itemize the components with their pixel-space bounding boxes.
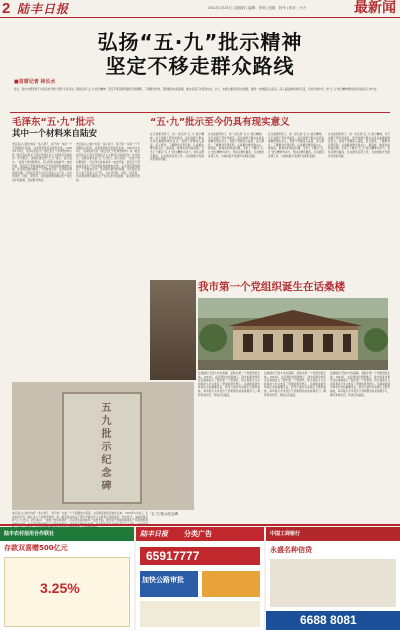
section1-body-tail: 市区南山公园方向有一条小巷子，巷子的一边是一个不起眼的小院落，这里曾是陆安县委所在地。1963年5月9日，毛泽东同志对《浙江省七个好典型材料》和《陆安县在机关干部中开展社会主义教育运动的报告》作出批示，这就是著名的“五·九”批示。批示指出：“这两个材料都很好，可以印发各地参考。”由此开始，陆安县干部参加集体生产劳动的经验	[12, 512, 148, 523]
bank2-name: 中国工商银行	[270, 531, 301, 537]
bank2-phone: 6688 8081	[300, 613, 357, 627]
bank1-rate: 3.25%	[40, 580, 80, 596]
section3-body-col1: 话桑楼位于陆丰市东海镇，是陆丰第一个党组织诞生地。1924年，在彭湃同志的影响下，陆丰的革命青年在话桑楼成立了陆丰第一个党组织，标志着陆丰人民的革命斗争从此有了坚强的领导核心。话桑楼是陆丰革命历史的重要见证，如今已被列为爱国主义教育基地，每年吸引众多党员干部和群众前来参观学习，缅怀革命先烈，传承红色基因。	[198, 372, 260, 397]
monument-inscription: 五九批示纪念碑	[99, 402, 110, 493]
page-header	[0, 0, 400, 18]
page-number: 2	[2, 0, 11, 17]
section1-body-col2: 市区南山公园方向有一条小巷子，巷子的一边是一个不起眼的小院落，这里曾是陆安县委所在地。1963年5月9日，毛泽东同志对《浙江省七个好典型材料》和《陆安县在机关干部中开展社会主义教育运动的报告》作出批示，这就是著名的“五·九”批示。批示指出：“这两个材料都很好，可以印发各地参考。”由此开始，陆安县干部参加集体生产劳动的经验被推向全国，在全国范围内掀起了干部参加劳动、密切联系群众的热潮。当年陆安县有大批干部深入生产队，与社员同吃、同住、同劳动，切实帮助群众解决生产和生活中的困难，深受群众欢迎。	[76, 143, 140, 182]
classified-phone: 65917777	[146, 549, 200, 563]
classified-ad	[136, 527, 264, 630]
ad-divider	[0, 524, 400, 526]
bank1-promo: 存款双喜赠500亿元	[4, 544, 68, 552]
lead-paragraph: 前日，陆丰市领导班子分赴各地开展“双帮”走访活动，围绕弘扬“五·九”批示精神、坚定不移走群众路线开展调研，了解群众诉求，帮助解决实际困难，推动各项工作落到实处。会上，市委主要负责同志强调，要进一步增强宗旨意识，深入基层倾听群众意见，切实改进作风，把“五·九”批示精神贯彻落实到各项工作中去。	[14, 88, 379, 91]
huasanglou-photo	[198, 298, 388, 370]
monument-caption: “五·九”批示纪念碑	[150, 512, 178, 516]
section2-body-col4: 在当前新形势下，进一步弘扬“五·九”批示精神，对于加强干部作风建设、密切党群干群关系具有重要的现实意义。各级干部要深入基层，深入群众，了解群众所思所盼，认真解决群众最关心、最直接、最现实的利益问题。全市上下要以“五·九”批示精神为动力，坚持走群众路线，扎实推进各项工作，为加快陆丰发展作出新的贡献。	[328, 133, 390, 158]
bank-ad-right	[266, 527, 400, 630]
section3-body-col3: 话桑楼位于陆丰市东海镇，是陆丰第一个党组织诞生地。1924年，在彭湃同志的影响下，陆丰的革命青年在话桑楼成立了陆丰第一个党组织，标志着陆丰人民的革命斗争从此有了坚强的领导核心。话桑楼是陆丰革命历史的重要见证，如今已被列为爱国主义教育基地，每年吸引众多党员干部和群众前来参观学习，缅怀革命先烈，传承红色基因。	[330, 372, 390, 397]
classified-brand: 陆丰日报	[140, 529, 168, 538]
byline: ■首席记者 林长水	[14, 79, 56, 85]
monument-photo	[12, 382, 194, 510]
monument-stone	[62, 392, 142, 504]
section3-body-col2: 话桑楼位于陆丰市东海镇，是陆丰第一个党组织诞生地。1924年，在彭湃同志的影响下，陆丰的革命青年在话桑楼成立了陆丰第一个党组织，标志着陆丰人民的革命斗争从此有了坚强的领导核心。话桑楼是陆丰革命历史的重要见证，如今已被列为爱国主义教育基地，每年吸引众多党员干部和群众前来参观学习，缅怀革命先烈，传承红色基因。	[264, 372, 326, 397]
bank1-name: 陆丰农村信用合作联社	[4, 531, 55, 537]
section1-subtitle: 其中一个材料来自陆安	[12, 129, 98, 139]
headline-line2: 坚定不移走群众路线	[105, 54, 295, 78]
bank-ad-left	[0, 527, 134, 630]
classified-title: 分类广告	[184, 530, 212, 538]
classified-line: 加快公路审批	[142, 576, 184, 584]
headline-line1: 弘扬“五·九”批示精神	[97, 30, 303, 54]
building-illustration	[198, 298, 388, 370]
newspaper-name: 陆丰日报	[17, 2, 70, 16]
issue-meta: 2011年2月24日 | 星期四 | 编辑：李青 | 组版：阿华 | 校对：小方	[208, 6, 307, 10]
section2-body-col2: 在当前新形势下，进一步弘扬“五·九”批示精神，对于加强干部作风建设、密切党群干群关系具有重要的现实意义。各级干部要深入基层，深入群众，了解群众所思所盼，认真解决群众最关心、最直接、最现实的利益问题。全市上下要以“五·九”批示精神为动力，坚持走群众路线，扎实推进各项工作，为加快陆丰发展作出新的贡献。	[208, 133, 264, 158]
section1-title: 毛泽东“五·九”批示	[12, 117, 95, 128]
section2-body-col1: 在当前新形势下，进一步弘扬“五·九”批示精神，对于加强干部作风建设、密切党群干群关系具有重要的现实意义。各级干部要深入基层，深入群众，了解群众所思所盼，认真解决群众最关心、最直接、最现实的利益问题。全市上下要以“五·九”批示精神为动力，坚持走群众路线，扎实推进各项工作，为加快陆丰发展作出新的贡献。	[150, 133, 204, 162]
section2-body-col3: 在当前新形势下，进一步弘扬“五·九”批示精神，对于加强干部作风建设、密切党群干群关系具有重要的现实意义。各级干部要深入基层，深入群众，了解群众所思所盼，认真解决群众最关心、最直接、最现实的利益问题。全市上下要以“五·九”批示精神为动力，坚持走群众路线，扎实推进各项工作，为加快陆丰发展作出新的贡献。	[268, 133, 324, 158]
left-edge-photo	[150, 280, 196, 380]
section1-body-col1: 市区南山公园方向有一条小巷子，巷子的一边是一个不起眼的小院落，这里曾是陆安县委所在地。1963年5月9日，毛泽东同志对《浙江省七个好典型材料》和《陆安县在机关干部中开展社会主义教育运动的报告》作出批示，这就是著名的“五·九”批示。批示指出：“这两个材料都很好，可以印发各地参考。”由此开始，陆安县干部参加集体生产劳动的经验被推向全国，在全国范围内掀起了干部参加劳动、密切联系群众的热潮。当年陆安县有大批干部深入生产队，与社员同吃、同住、同劳动，切实帮助群众解决生产和生活中的困难，深受群众欢迎。	[12, 143, 72, 182]
section3-title: 我市第一个党组织诞生在话桑楼	[198, 281, 345, 293]
divider	[10, 112, 390, 113]
edition-label: 最新闻	[354, 0, 396, 16]
section2-title: “五·九”批示至今仍具有现实意义	[150, 117, 290, 128]
bank2-promo: 永盛名种信贷	[270, 546, 312, 554]
